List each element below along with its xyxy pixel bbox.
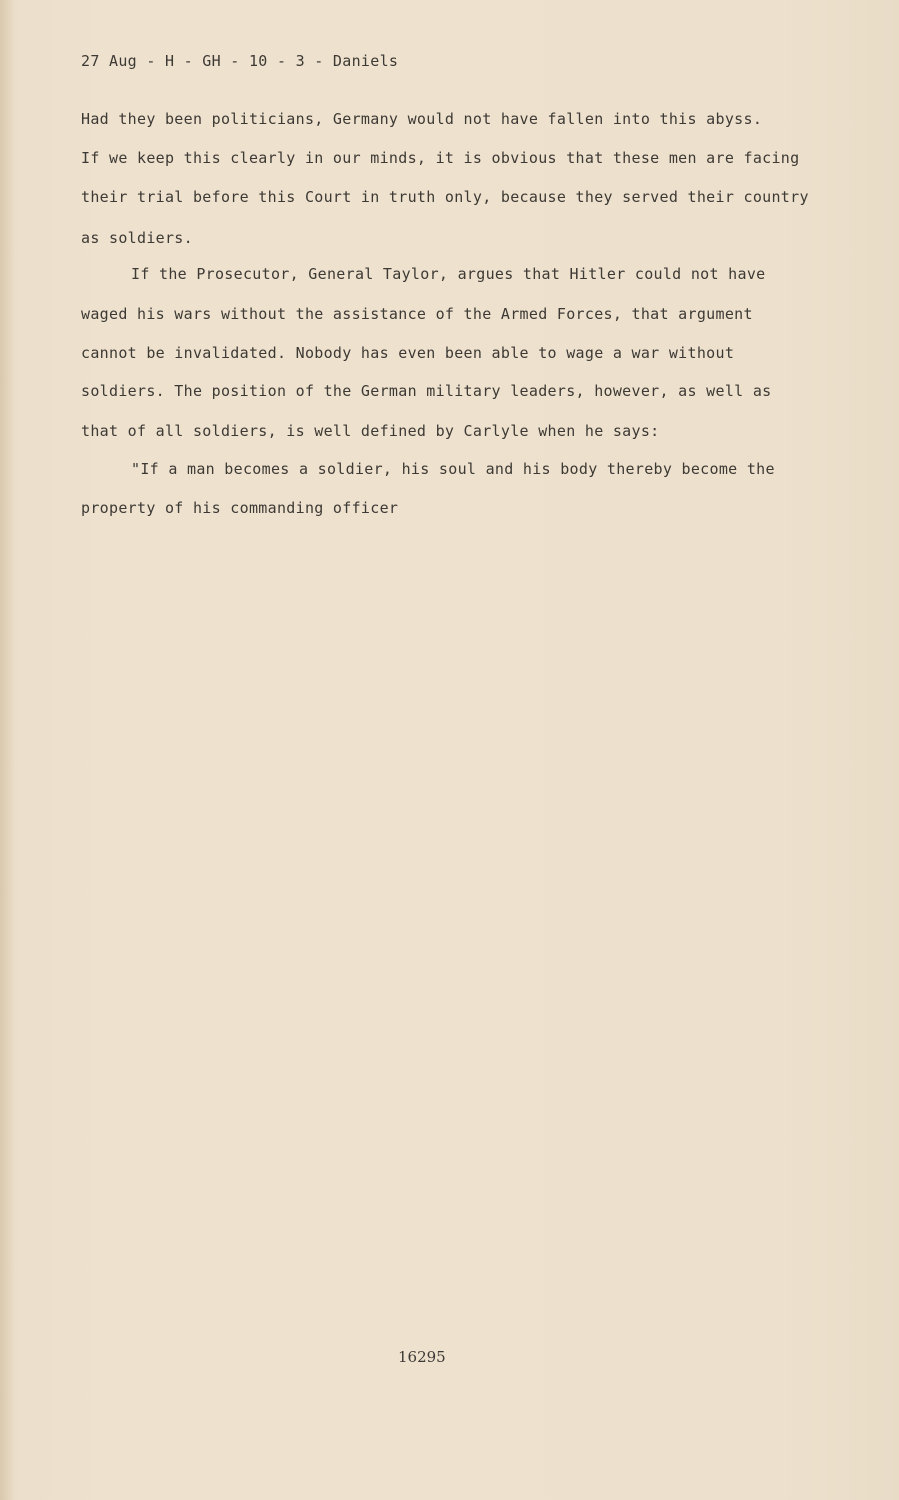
body-line: that of all soldiers, is well defined by Carlyle when he says: (81, 422, 660, 440)
body-line: soldiers. The position of the German military leaders, however, as well as (81, 382, 772, 400)
body-line: as soldiers. (81, 229, 193, 247)
body-line: property of his commanding officer (81, 499, 399, 517)
body-line: their trial before this Court in truth only, because they served their country (81, 188, 809, 206)
page-number: 16295 (398, 1348, 446, 1366)
body-line: "If a man becomes a soldier, his soul and his body thereby become the (131, 460, 775, 478)
body-line: Had they been politicians, Germany would not have fallen into this abyss. (81, 110, 763, 128)
body-line: If the Prosecutor, General Taylor, argues that Hitler could not have (131, 265, 766, 283)
body-line: cannot be invalidated. Nobody has even been able to wage a war without (81, 344, 735, 362)
body-line: waged his wars without the assistance of the Armed Forces, that argument (81, 305, 753, 323)
document-header: 27 Aug - H - GH - 10 - 3 - Daniels (81, 52, 399, 70)
body-line: If we keep this clearly in our minds, it is obvious that these men are facing (81, 149, 800, 167)
page-left-edge (0, 0, 14, 1500)
